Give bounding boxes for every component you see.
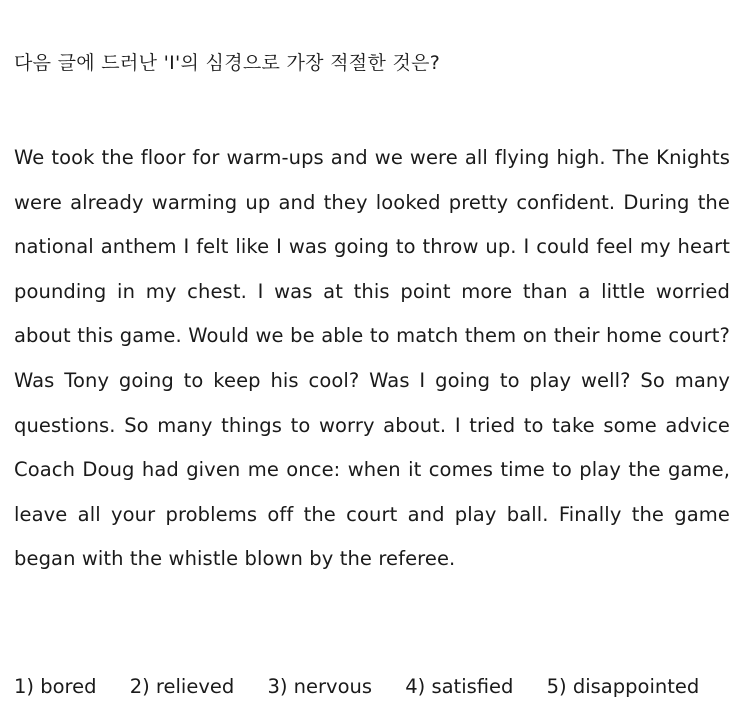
choice-5[interactable]: 5) disappointed (546, 675, 700, 698)
reading-passage: We took the floor for warm-ups and we were all flying high. The Knights were already warming up and they looked pretty confident. During the national anthem I felt like I was going to throw up. I could feel my heart pounding in my chest. I was at this point more than a little worried about this game. Would we be able to match them on their home court? Was Tony going to keep his cool? Was I going to play well? So many questions. So many things to worry about. I tried to take some advice Coach Doug had given me once: when it comes time to play the game, leave all your problems off the court and play ball. Finally the game began with the whistle blown by the referee. (14, 146, 730, 571)
choice-2[interactable]: 2) relieved (129, 675, 235, 698)
question-prompt: 다음 글에 드러난 'I'의 심경으로 가장 적절한 것은? (14, 52, 441, 74)
choice-4[interactable]: 4) satisfied (405, 675, 514, 698)
choice-3[interactable]: 3) nervous (267, 675, 373, 698)
answer-choices (14, 673, 699, 701)
choice-1[interactable]: 1) bored (14, 675, 97, 698)
